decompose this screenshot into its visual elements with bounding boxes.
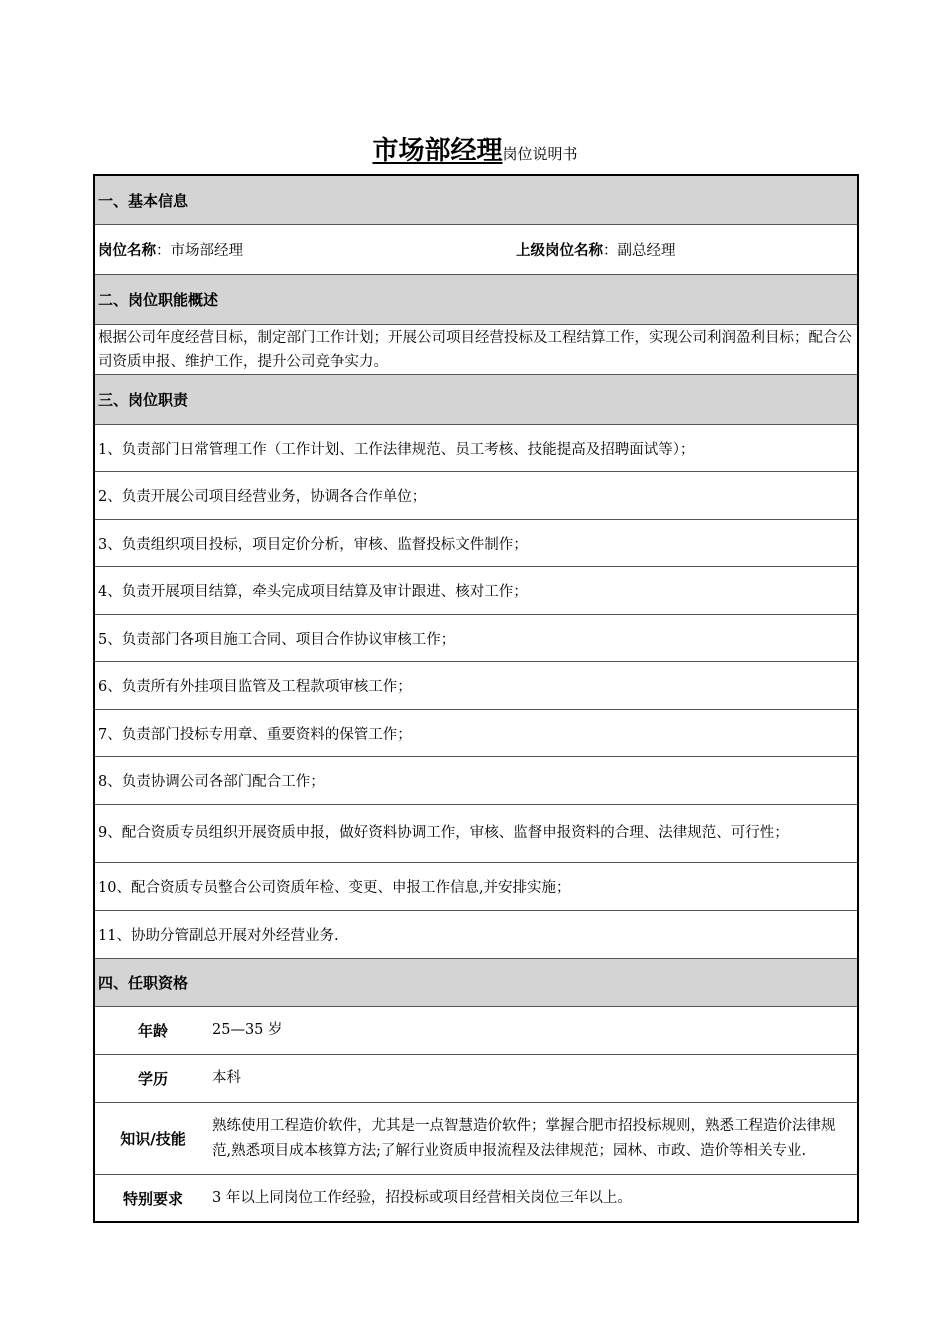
duty-item: 6、负责所有外挂项目监管及工程款项审核工作； bbox=[95, 662, 857, 710]
position-name-value: ：市场部经理 bbox=[156, 243, 243, 259]
qualification-value: 熟练使用工程造价软件，尤其是一点智慧造价软件；掌握合肥市招投标规则，熟悉工程造价法律规范,熟悉项目成本核算方法;了解行业资质申报流程及法律规范；园林、市政、造价等相关专业. bbox=[212, 1117, 836, 1159]
qualification-value: 本科 bbox=[212, 1070, 241, 1086]
duty-item: 2、负责开展公司项目经营业务，协调各合作单位； bbox=[95, 472, 857, 520]
title-main: 市场部经理 bbox=[372, 136, 503, 166]
qualification-value: 3 年以上同岗位工作经验，招投标或项目经营相关岗位三年以上。 bbox=[212, 1189, 632, 1206]
qualification-label: 知识/技能 bbox=[120, 1130, 186, 1148]
superior-position-value: ：副总经理 bbox=[603, 243, 676, 259]
duty-item: 7、负责部门投标专用章、重要资料的保管工作； bbox=[95, 710, 857, 757]
qualification-row-age bbox=[95, 1007, 857, 1055]
superior-position-label: 上级岗位名称 bbox=[516, 243, 603, 259]
qualification-row-skills bbox=[95, 1103, 857, 1175]
overview-text: 根据公司年度经营目标，制定部门工作计划；开展公司项目经营投标及工程结算工作，实现公司利润盈利目标；配合公司资质申报、维护工作，提升公司竞争实力。 bbox=[95, 325, 857, 375]
qualification-row-education bbox=[95, 1055, 857, 1103]
section-overview: 二、岗位职能概述 bbox=[95, 275, 857, 325]
job-description-table bbox=[93, 174, 859, 1223]
section-qualifications: 四、任职资格 bbox=[95, 959, 857, 1007]
qualification-value: 25—35 岁 bbox=[212, 1022, 283, 1038]
duty-item: 9、配合资质专员组织开展资质申报，做好资料协调工作，审核、监督申报资料的合理、法律规范、可行性； bbox=[95, 805, 857, 863]
position-name-label: 岗位名称 bbox=[98, 243, 156, 259]
superior-position-cell bbox=[516, 239, 676, 260]
basic-info-row bbox=[95, 225, 857, 275]
duty-item: 3、负责组织项目投标，项目定价分析，审核、监督投标文件制作； bbox=[95, 520, 857, 567]
duty-item: 11、协助分管副总开展对外经营业务. bbox=[95, 911, 857, 959]
document-title bbox=[0, 130, 950, 167]
qualification-label: 特别要求 bbox=[122, 1189, 183, 1208]
qualification-row-special bbox=[95, 1175, 857, 1221]
section-duties: 三、岗位职责 bbox=[95, 375, 857, 425]
qualification-label: 年龄 bbox=[137, 1022, 168, 1040]
duty-item: 5、负责部门各项目施工合同、项目合作协议审核工作； bbox=[95, 615, 857, 662]
title-sub: 岗位说明书 bbox=[502, 145, 578, 163]
qualification-label: 学历 bbox=[137, 1070, 168, 1088]
duty-item: 1、负责部门日常管理工作（工作计划、工作法律规范、员工考核、技能提高及招聘面试等）； bbox=[95, 425, 857, 472]
section-basic-info: 一、基本信息 bbox=[95, 176, 857, 225]
duty-item: 8、负责协调公司各部门配合工作； bbox=[95, 757, 857, 805]
position-name-cell bbox=[98, 239, 516, 260]
duty-item: 4、负责开展项目结算，牵头完成项目结算及审计跟进、核对工作； bbox=[95, 567, 857, 615]
duty-item: 10、配合资质专员整合公司资质年检、变更、申报工作信息,并安排实施； bbox=[95, 863, 857, 911]
